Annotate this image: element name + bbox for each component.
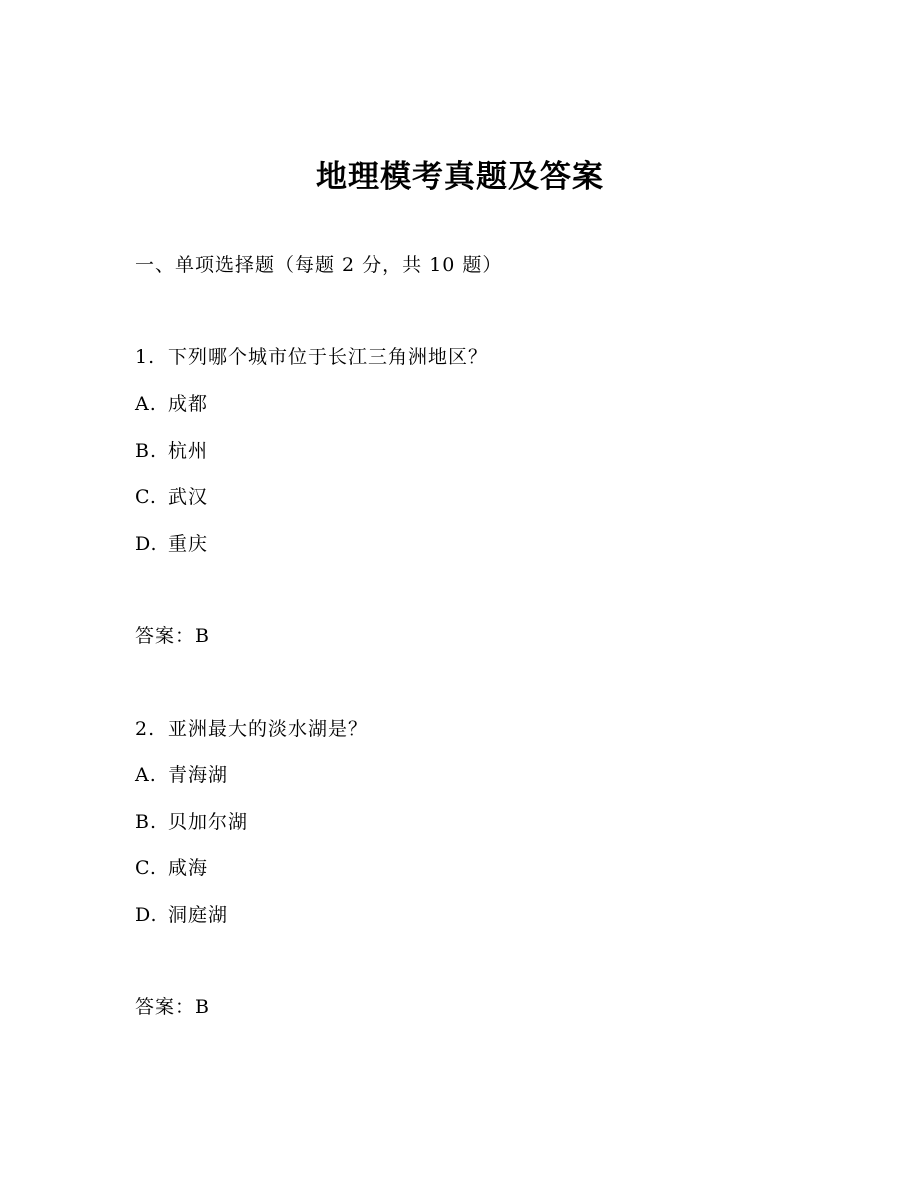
option-letter: D. [135, 533, 158, 555]
option-letter: C. [135, 857, 157, 879]
section-heading: 一、单项选择题（每题 2 分，共 10 题） [135, 254, 503, 276]
question-number: 1. [135, 346, 156, 368]
question-2-option-c [135, 855, 208, 881]
option-letter: D. [135, 904, 158, 926]
question-2-answer: 答案：B [135, 996, 210, 1018]
question-2 [135, 716, 368, 742]
question-number: 2. [135, 718, 156, 740]
option-text: 重庆 [168, 533, 209, 555]
question-2-option-a [135, 762, 228, 788]
page-title: 地理模考真题及答案 [316, 159, 604, 195]
question-1-option-d [135, 531, 208, 557]
option-text: 成都 [168, 393, 209, 415]
question-1 [135, 344, 488, 370]
option-text: 贝加尔湖 [168, 811, 249, 833]
question-text: 亚洲最大的淡水湖是？ [168, 718, 369, 740]
question-1-option-c [135, 484, 208, 510]
question-text: 下列哪个城市位于长江三角洲地区？ [168, 346, 489, 368]
option-text: 咸海 [168, 857, 209, 879]
question-2-option-d [135, 902, 228, 928]
option-letter: B. [135, 811, 158, 833]
question-1-answer: 答案：B [135, 625, 210, 647]
option-letter: B. [135, 440, 158, 462]
option-text: 杭州 [168, 440, 209, 462]
option-letter: C. [135, 486, 157, 508]
option-text: 洞庭湖 [168, 904, 229, 926]
option-letter: A. [135, 393, 157, 415]
option-text: 武汉 [168, 486, 209, 508]
option-letter: A. [135, 764, 157, 786]
question-1-option-b [135, 438, 208, 464]
question-2-option-b [135, 809, 248, 835]
option-text: 青海湖 [168, 764, 229, 786]
question-1-option-a [135, 391, 208, 417]
